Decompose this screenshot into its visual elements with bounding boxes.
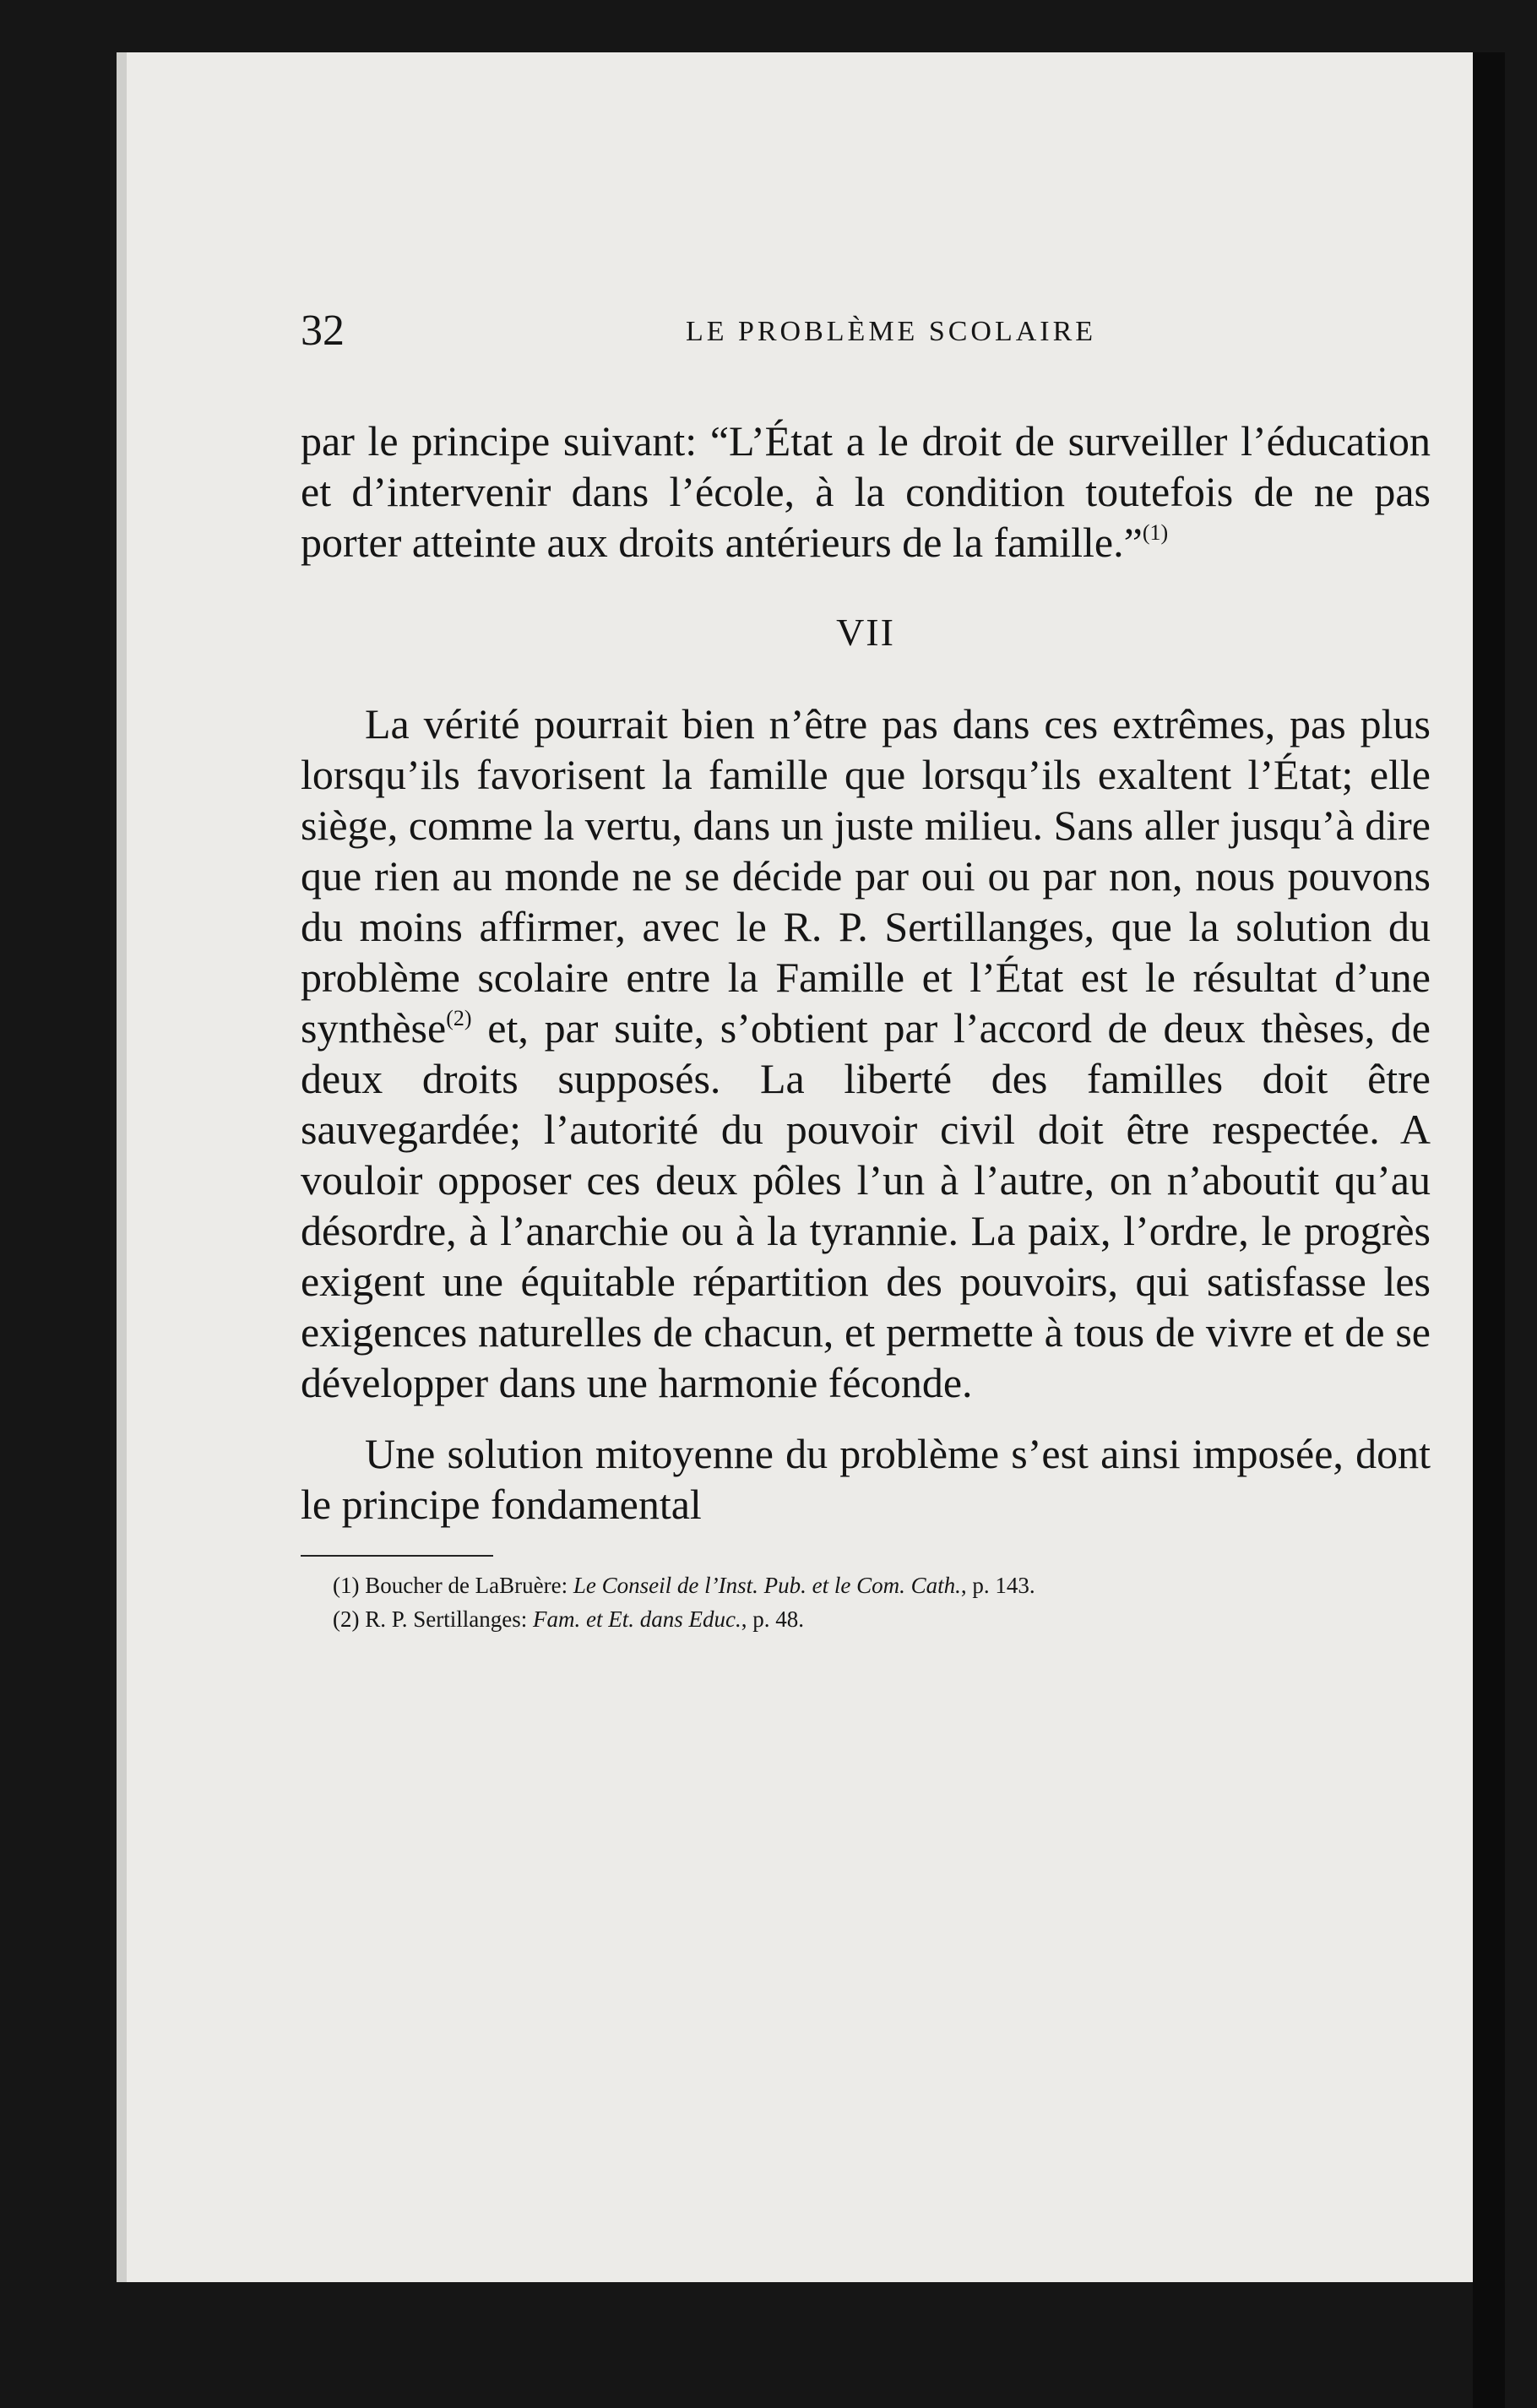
footnote-marker: (1) xyxy=(333,1573,360,1598)
footnote-page: , p. 143. xyxy=(960,1573,1035,1598)
section-heading: VII xyxy=(836,611,895,654)
paragraph-text: par le principe suivant: “L’État a le droit de surveiller l’éducation et d’intervenir dans l’école, à la condition toutefois de ne pas porter atteinte aux droits antérieurs de la famille.” xyxy=(301,417,1431,566)
paragraph-main xyxy=(301,698,1431,1408)
paragraph-final: Une solution mitoyenne du problème s’est ainsi imposée, dont le principe fondamental xyxy=(301,1430,1431,1528)
book-spine-edge xyxy=(1473,52,1505,2408)
running-head xyxy=(301,306,1431,373)
footnote-title: Fam. et Et. dans Educ. xyxy=(533,1606,741,1632)
running-title: LE PROBLÈME SCOLAIRE xyxy=(685,316,1097,347)
footnote-rule xyxy=(301,1555,493,1557)
footnote-author: Boucher de LaBruère: xyxy=(365,1573,573,1598)
paragraph-text-part-2: et, par suite, s’obtient par l’accord de deux thèses, de deux droits supposés. La liberté des familles doit être sauvegardée; l’autorité du pouvoir civil doit être respectée. A vouloir opposer ces deux pôles l’un à l’autre, on n’aboutit qu’au désordre, à l’anarchie ou à la tyrannie. La paix, l’ordre, le progrès exigent une équitable répartition des pouvoirs, qui satisfasse les exigences naturelles de chacun, et permette à tous de vivre et de se développer dans une harmonie féconde. xyxy=(301,1004,1431,1406)
footnote-author: R. P. Sertillanges: xyxy=(365,1606,533,1632)
footnote-2 xyxy=(301,1602,1431,1636)
footnote-marker: (2) xyxy=(333,1606,360,1632)
page-number: 32 xyxy=(301,307,345,355)
footnote-ref-1: (1) xyxy=(1142,520,1169,545)
footnote-1 xyxy=(301,1568,1431,1602)
footnote-ref-2: (2) xyxy=(446,1006,472,1030)
text-block xyxy=(301,306,1431,1636)
footnote-page: , p. 48. xyxy=(741,1606,804,1632)
paragraph-text-part-1: La vérité pourrait bien n’être pas dans ces extrêmes, pas plus lorsqu’ils favorisent la famille que lorsqu’ils exaltent l’État; elle siège, comme la vertu, dans un juste milieu. Sans aller jusqu’à dire que rien au monde ne se décide par oui ou par non, nous pouvons du moins affirmer, avec le R. P. Sertillanges, que la solution du problème scolaire entre la Famille et l’État est le résultat d’une synthèse xyxy=(301,700,1431,1052)
paragraph-continuation xyxy=(301,416,1431,568)
footnote-title: Le Conseil de l’Inst. Pub. et le Com. Cath. xyxy=(573,1573,961,1598)
